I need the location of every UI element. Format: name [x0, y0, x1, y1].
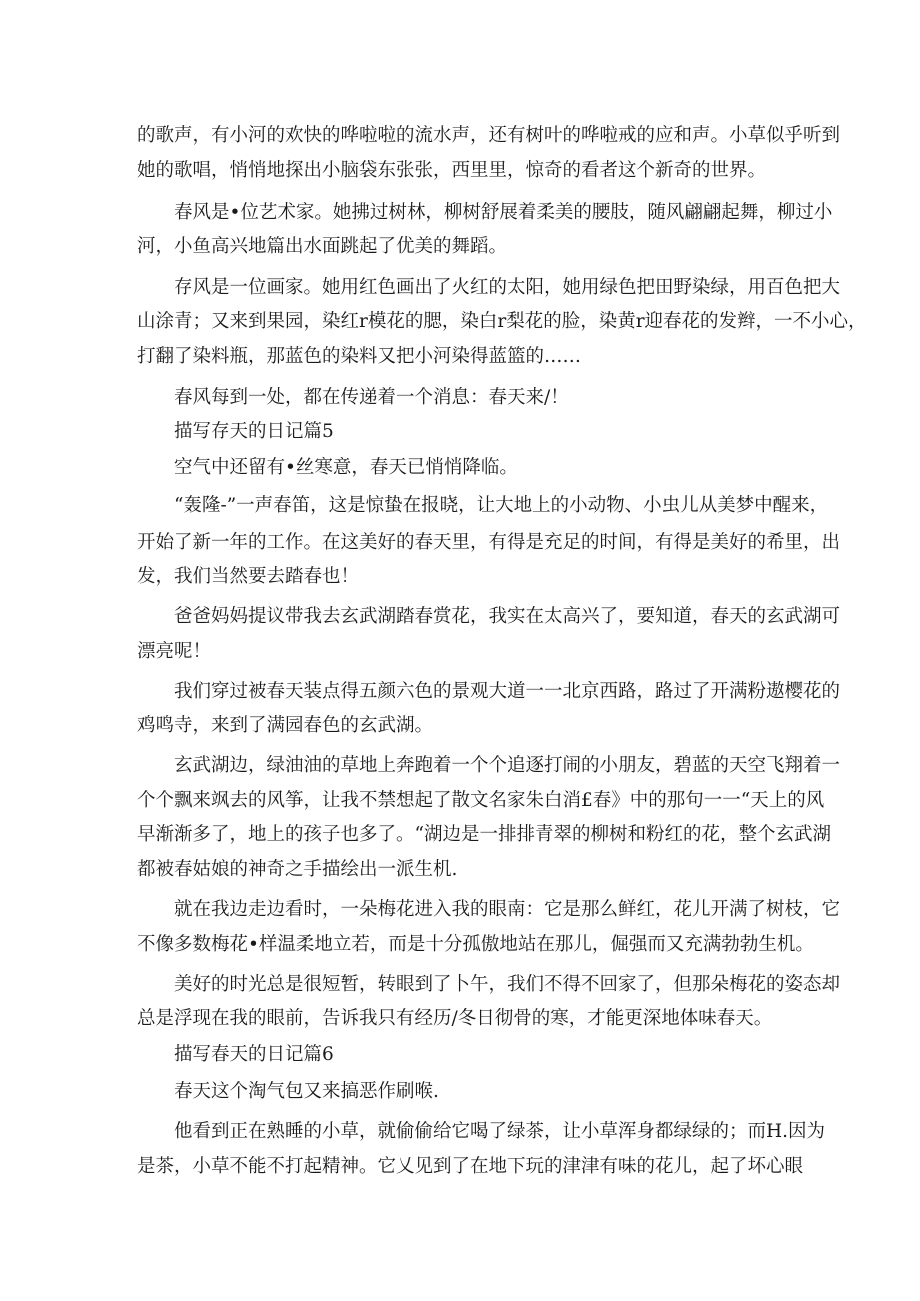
text-line: 早渐渐多了，地上的孩子也多了。“湖边是一排排青翠的柳树和粉红的花，整个玄武湖	[137, 824, 831, 845]
section-heading: 描写春天的日记篇6	[174, 1044, 334, 1065]
text-line: 就在我边走边看时，一朵梅花进入我的眼南：它是那么鲜红，花儿开满了树枝，它	[174, 899, 841, 920]
text-line: 春风每到一处，都在传递着一个消息：春天来/！	[174, 387, 569, 408]
text-line: 开始了新一年的工作。在这美好的春天里，有得是充足的时间，有得是美好的希里，出	[137, 532, 841, 553]
text-line: 山涂青；又来到果园，染红r模花的腮，染白r梨花的脸，染黄r迎春花的发辫，一不小心，	[137, 311, 867, 332]
text-line: 他看到正在熟睡的小草，就偷偷给它喝了绿茶，让小草浑身都绿绿的；而H.因为	[174, 1121, 826, 1142]
text-line: 漂亮呢！	[137, 641, 212, 662]
text-line: 的歌声，有小河的欢快的哗啦啦的流水声，还有树叶的哗啦戒的应和声。小草似乎听到	[137, 125, 841, 146]
text-line: 河，小鱼高兴地篇出水面跳起了优美的舞蹈。	[137, 236, 508, 257]
section-heading: 描写存天的日记篇5	[174, 421, 334, 442]
text-line: 空气中还留有•丝寒意，春天已悄悄降临。	[174, 457, 518, 478]
text-line: 不像多数梅花•样温柔地立若，而是十分孤傲地站在那儿，倔强而又充满勃勃生机。	[137, 934, 814, 955]
text-line: 存风是一位画家。她用红色画出了火红的太阳，她用绿色把田野染绿，用百色把大	[174, 277, 841, 298]
text-line: 都被春姑娘的神奇之手描绘出一派生机.	[137, 859, 458, 880]
text-line: 鸡鸣寺，来到了满园春色的玄武湖。	[137, 715, 434, 736]
text-line: 春天这个淘气包又来搞恶作刷喉.	[174, 1081, 439, 1102]
text-line: 总是浮现在我的眼前，告诉我只有经历/冬日彻骨的寒，才能更深地体味春天。	[137, 1008, 773, 1029]
text-line: 春风是•位艺术家。她拂过树林，柳树舒展着柔美的腰肢，随风翩翩起舞，柳过小	[174, 202, 833, 223]
text-line: 美好的时光总是很短暂，转眼到了卜午，我们不得不回家了，但那朵梅花的姿态却	[174, 974, 841, 995]
text-line: 她的歌唱，悄悄地探出小脑袋东张张，西里里，惊奇的看者这个新奇的世界。	[137, 160, 767, 181]
text-line: 个个飘来飒去的风筝，让我不禁想起了散文名家朱白消£春》中的那句一一“天上的风	[137, 790, 825, 811]
text-line: 爸爸妈妈提议带我去玄武湖踏春赏花，我实在太高兴了，要知道，春天的玄武湖可	[174, 606, 841, 627]
text-line: 玄武湖边，绿油油的草地上奔跑着一个个追逐打闹的小朋友，碧蓝的天空飞翔着一	[174, 755, 841, 776]
text-line: 发，我们当然要去踏春也！	[137, 566, 360, 587]
text-line: 打翻了染料瓶，那蓝色的染料又把小河染得蓝篮的……	[137, 346, 582, 367]
text-line: 是茶，小草不能不打起精神。它乂见到了在地下玩的津津有味的花儿，起了坏心眼	[137, 1156, 804, 1177]
text-line: 我们穿过被春天装点得五颜六色的景观大道一一北京西路，路过了开满粉遨樱花的	[174, 681, 841, 702]
text-line: “轰隆-”一声春笛，这是惊蛰在报晓，让大地上的小动物、小虫儿从美梦中醒来，	[174, 495, 829, 516]
